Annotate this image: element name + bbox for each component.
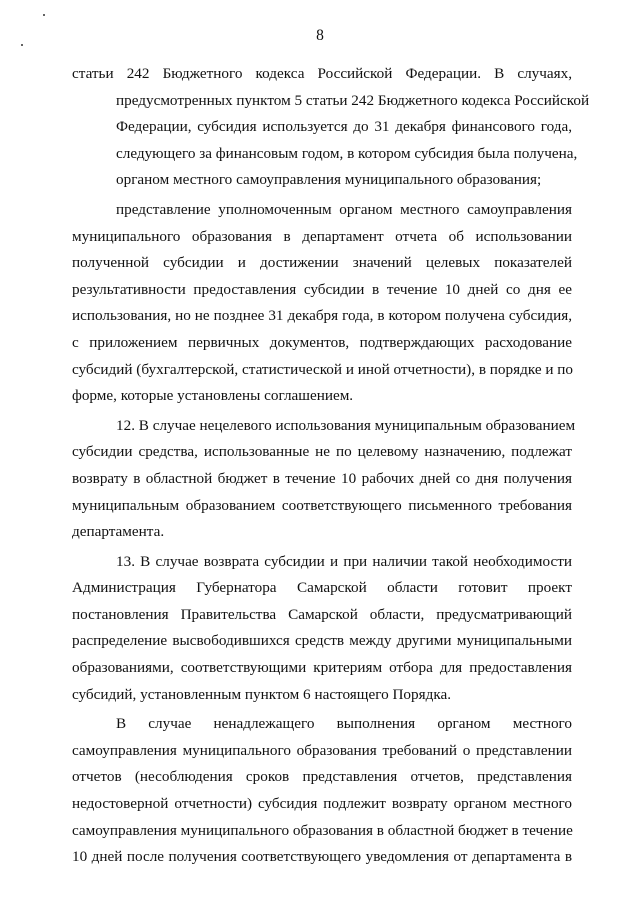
text-line: самоуправления муниципального образования в областной бюджет в течение — [72, 821, 573, 839]
text-line: образованиями, соответствующими критериям отбора для предоставления — [72, 659, 572, 677]
text-line: 12. В случае нецелевого использования муниципальным образованием — [116, 416, 576, 434]
text-line: муниципального образования в департамент отчета об использовании — [72, 227, 572, 245]
text-line: муниципальным образованием соответствующего письменного требования — [72, 496, 572, 514]
paragraph-3 — [72, 413, 576, 546]
text-line: субсидий (бухгалтерской, статистической и иной отчетности), в порядке и по — [72, 360, 574, 378]
page-number: 8 — [316, 27, 324, 44]
text-line: предусмотренных пунктом 5 статьи 242 Бюджетного кодекса Российской — [116, 91, 590, 109]
scan-speck — [43, 14, 45, 16]
text-line: статьи 242 Бюджетного кодекса Российской Федерации. В случаях, — [72, 65, 572, 82]
text-line: недостоверной отчетности) субсидия подлежит возврату органом местного — [72, 795, 572, 813]
text-line: форме, которые установлены соглашением. — [72, 387, 354, 405]
text-line: отчетов (несоблюдения сроков представления отчетов, представления — [72, 768, 572, 786]
text-line: результативности предоставления субсидии в течение 10 дней со дня ее — [72, 280, 572, 298]
text-line: постановления Правительства Самарской области, предусматривающий — [72, 605, 572, 623]
text-line: самоуправления муниципального образования требований о представлении — [72, 741, 572, 759]
text-line: субсидии средства, использованные не по целевому назначению, подлежат — [72, 443, 572, 461]
text-line: использования, но не позднее 31 декабря года, в котором получена субсидия, — [72, 307, 572, 325]
paragraph-1 — [72, 61, 590, 194]
text-line: 13. В случае возврата субсидии и при наличии такой необходимости — [116, 552, 572, 570]
document-body — [72, 61, 590, 871]
text-line: органом местного самоуправления муниципального образования; — [116, 171, 542, 189]
text-line: департамента. — [72, 523, 165, 541]
text-line: следующего за финансовым годом, в котором субсидия была получена, — [116, 144, 578, 162]
text-line: субсидий, установленным пунктом 6 настоящего Порядка. — [72, 685, 452, 703]
text-line: с приложением первичных документов, подтверждающих расходование — [72, 333, 572, 351]
paragraph-5 — [72, 711, 572, 871]
text-line: распределение высвободившихся средств между другими муниципальными — [72, 632, 572, 650]
text-line: возврату в областной бюджет в течение 10 рабочих дней со дня получения — [72, 469, 572, 487]
text-line: Администрация Губернатора Самарской области готовит проект — [72, 579, 572, 597]
paragraph-4 — [72, 549, 572, 709]
text-line: представление уполномоченным органом местного самоуправления — [116, 200, 572, 218]
text-line: полученной субсидии и достижении значений целевых показателей — [72, 254, 572, 272]
text-line: Федерации, субсидия используется до 31 декабря финансового года, — [116, 118, 572, 136]
text-line: 10 дней после получения соответствующего уведомления от департамента в — [72, 848, 572, 866]
text-line: В случае ненадлежащего выполнения органом местного — [116, 715, 572, 733]
paragraph-2 — [72, 197, 572, 410]
